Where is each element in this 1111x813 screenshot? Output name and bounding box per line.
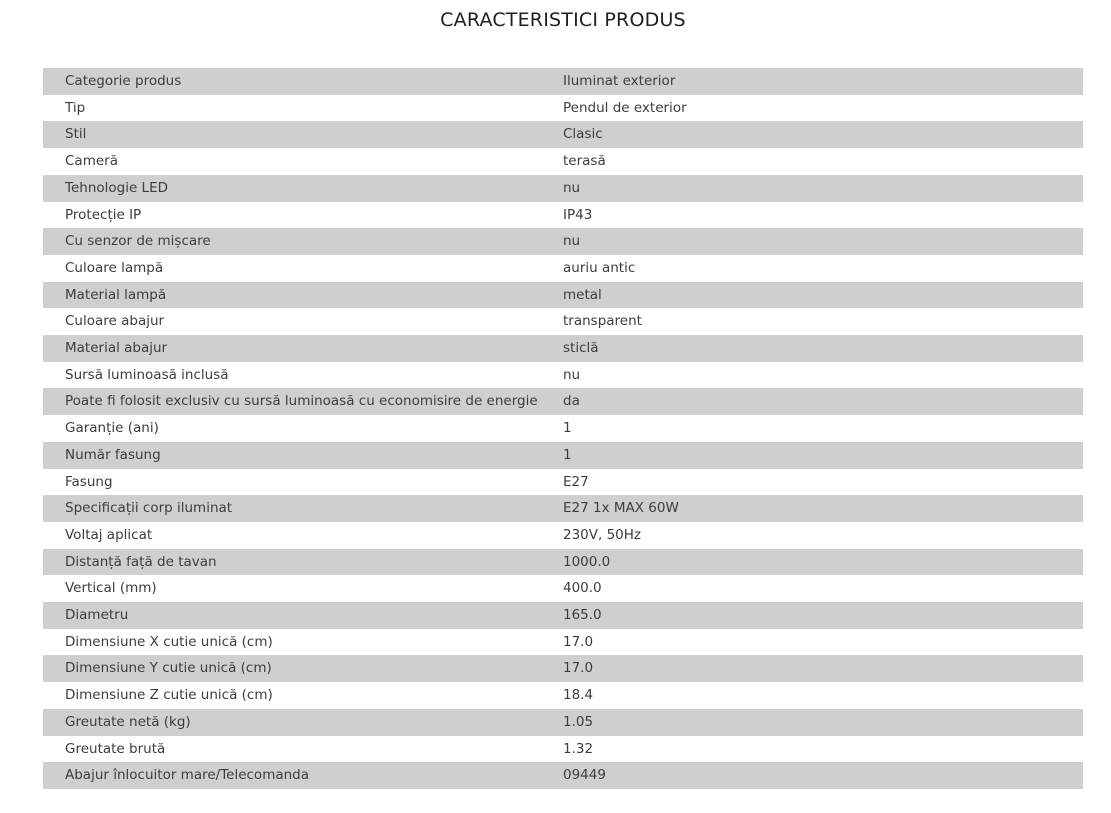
table-row — [43, 308, 1083, 335]
spec-value: sticlă — [542, 335, 1083, 362]
spec-label: Dimensiune Y cutie unică (cm) — [43, 655, 542, 682]
table-row — [43, 602, 1083, 629]
spec-value: auriu antic — [542, 255, 1083, 282]
spec-value: Clasic — [542, 121, 1083, 148]
spec-label: Voltaj aplicat — [43, 522, 542, 549]
table-row — [43, 655, 1083, 682]
spec-label: Protecție IP — [43, 202, 542, 229]
table-row — [43, 121, 1083, 148]
spec-value: nu — [542, 228, 1083, 255]
spec-label: Categorie produs — [43, 68, 542, 95]
table-row — [43, 495, 1083, 522]
spec-value: E27 — [542, 469, 1083, 496]
spec-label: Poate fi folosit exclusiv cu sursă luminoasă cu economisire de energie — [43, 388, 542, 415]
table-row — [43, 148, 1083, 175]
table-row — [43, 388, 1083, 415]
table-row — [43, 522, 1083, 549]
spec-value: Iluminat exterior — [542, 68, 1083, 95]
spec-value: Pendul de exterior — [542, 95, 1083, 122]
table-row — [43, 68, 1083, 95]
spec-label: Dimensiune X cutie unică (cm) — [43, 629, 542, 656]
spec-label: Specificații corp iluminat — [43, 495, 542, 522]
spec-value: terasă — [542, 148, 1083, 175]
spec-label: Număr fasung — [43, 442, 542, 469]
spec-value: nu — [542, 362, 1083, 389]
spec-value: E27 1x MAX 60W — [542, 495, 1083, 522]
table-row — [43, 442, 1083, 469]
specs-table — [43, 68, 1083, 789]
spec-label: Material abajur — [43, 335, 542, 362]
spec-label: Greutate brută — [43, 736, 542, 763]
spec-label: Dimensiune Z cutie unică (cm) — [43, 682, 542, 709]
spec-value: IP43 — [542, 202, 1083, 229]
spec-value: 09449 — [542, 762, 1083, 789]
spec-value: 17.0 — [542, 629, 1083, 656]
spec-label: Material lampă — [43, 282, 542, 309]
table-row — [43, 469, 1083, 496]
table-row — [43, 629, 1083, 656]
table-row — [43, 335, 1083, 362]
table-row — [43, 362, 1083, 389]
spec-value: 1 — [542, 442, 1083, 469]
spec-value: 1.05 — [542, 709, 1083, 736]
spec-label: Fasung — [43, 469, 542, 496]
table-row — [43, 762, 1083, 789]
page-title: CARACTERISTICI PRODUS — [440, 9, 686, 31]
spec-label: Cu senzor de mișcare — [43, 228, 542, 255]
spec-label: Garanție (ani) — [43, 415, 542, 442]
table-row — [43, 549, 1083, 576]
spec-label: Diametru — [43, 602, 542, 629]
spec-value: metal — [542, 282, 1083, 309]
spec-value: 165.0 — [542, 602, 1083, 629]
spec-value: transparent — [542, 308, 1083, 335]
spec-label: Cameră — [43, 148, 542, 175]
table-row — [43, 202, 1083, 229]
spec-value: 18.4 — [542, 682, 1083, 709]
spec-label: Distanță față de tavan — [43, 549, 542, 576]
spec-value: 1 — [542, 415, 1083, 442]
spec-label: Abajur înlocuitor mare/Telecomanda — [43, 762, 542, 789]
table-row — [43, 575, 1083, 602]
spec-value: 1.32 — [542, 736, 1083, 763]
spec-label: Culoare abajur — [43, 308, 542, 335]
table-row — [43, 282, 1083, 309]
table-row — [43, 175, 1083, 202]
spec-value: 1000.0 — [542, 549, 1083, 576]
spec-value: nu — [542, 175, 1083, 202]
table-row — [43, 415, 1083, 442]
spec-label: Tehnologie LED — [43, 175, 542, 202]
spec-value: 230V, 50Hz — [542, 522, 1083, 549]
spec-label: Vertical (mm) — [43, 575, 542, 602]
spec-label: Stil — [43, 121, 542, 148]
spec-value: 17.0 — [542, 655, 1083, 682]
spec-label: Tip — [43, 95, 542, 122]
table-row — [43, 736, 1083, 763]
table-row — [43, 709, 1083, 736]
table-row — [43, 682, 1083, 709]
spec-label: Greutate netă (kg) — [43, 709, 542, 736]
spec-label: Culoare lampă — [43, 255, 542, 282]
spec-label: Sursă luminoasă inclusă — [43, 362, 542, 389]
table-row — [43, 255, 1083, 282]
table-row — [43, 95, 1083, 122]
spec-value: da — [542, 388, 1083, 415]
spec-value: 400.0 — [542, 575, 1083, 602]
table-row — [43, 228, 1083, 255]
